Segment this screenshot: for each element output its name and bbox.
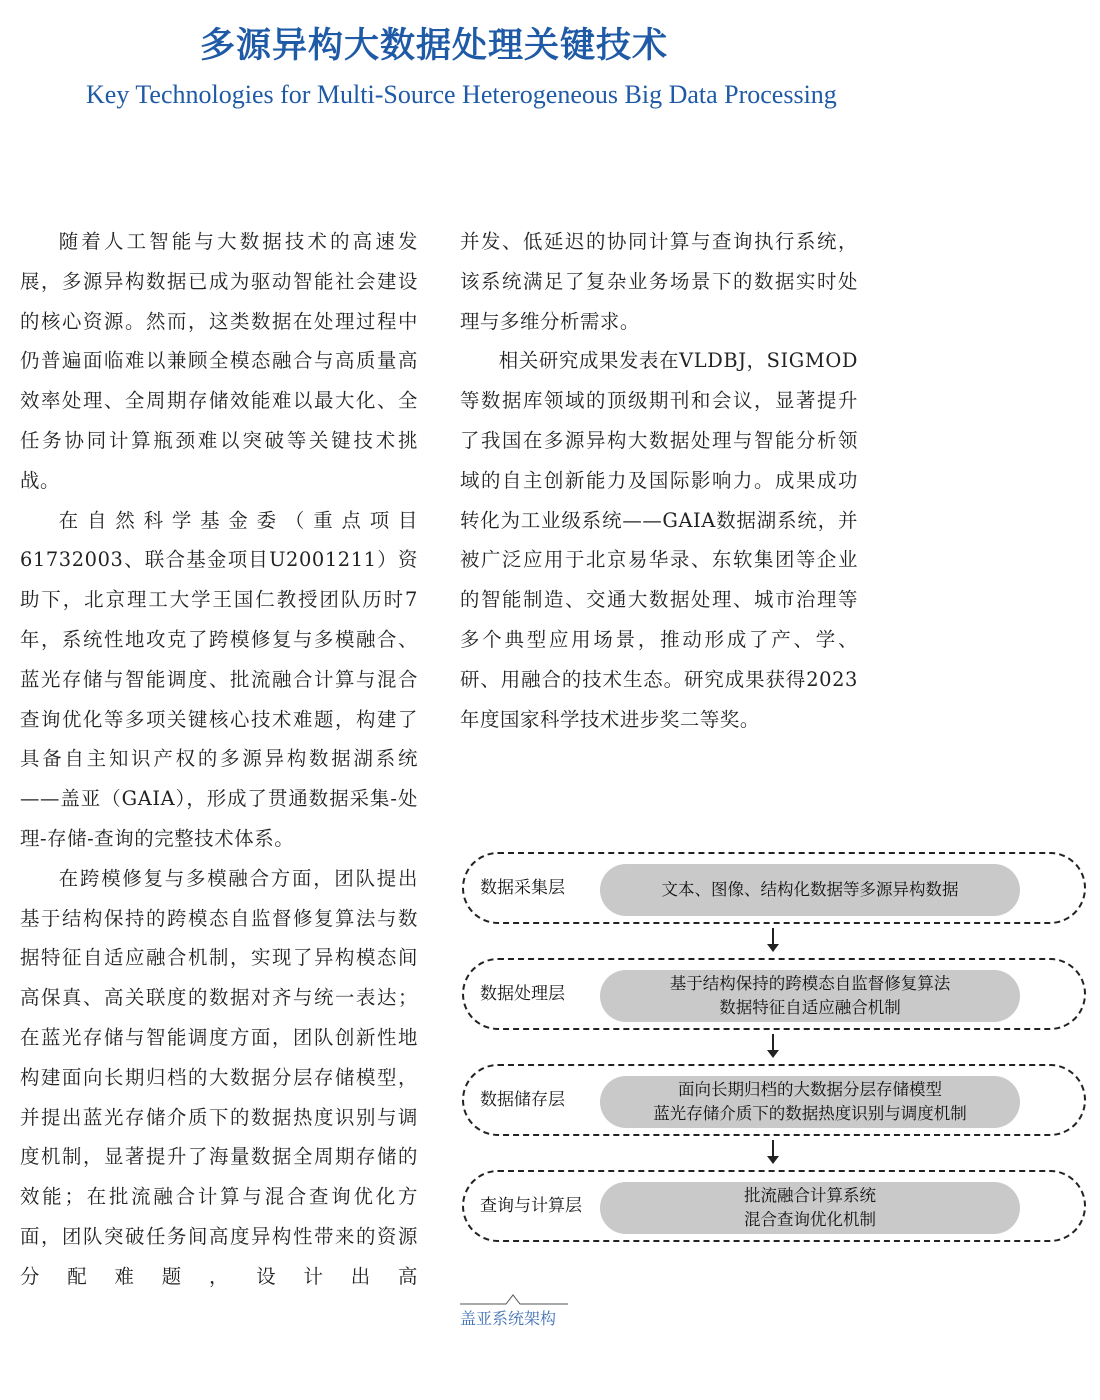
layer-label: 数据储存层: [480, 1090, 565, 1110]
layer-label: 数据处理层: [480, 984, 565, 1004]
layer-content: [600, 1076, 1020, 1128]
paragraph: 在跨模修复与多模融合方面，团队提出基于结构保持的跨模态自监督修复算法与数据特征自适应融合机制，实现了异构模态间高保真、高关联度的数据对齐与统一表达；在蓝光存储与智能调度方面，团队创新性地构建面向长期归档的大数据分层存储模型，并提出蓝光存储介质下的数据热度识别与调度机制，显著提升了海量数据全周期存储的效能；在批流融合计算与混合查询优化方面，团队突破任务间高度异构性带来的资源分配难题，设计出高: [20, 866, 418, 1288]
layer-content: [600, 1182, 1020, 1234]
paragraph: 相关研究成果发表在VLDBJ，SIGMOD等数据库领域的顶级期刊和会议，显著提升了我国在多源异构大数据处理与智能分析领域的自主创新能力及国际影响力。成果成功转化为工业级系统——GAIA数据湖系统，并被广泛应用于北京易华录、东软集团等企业的智能制造、交通大数据处理、城市治理等多个典型应用场景，推动形成了产、学、研、用融合的技术生态。研究成果获得2023年度国家科学技术进步奖二等奖。: [460, 349, 858, 731]
paragraph: 在自然科学基金委（重点项目61732003、联合基金项目U2001211）资助下，北京理工大学王国仁教授团队历时7年，系统性地攻克了跨模修复与多模融合、蓝光存储与智能调度、批流融合计算与混合查询优化等多项关键核心技术难题，构建了具备自主知识产权的多源异构数据湖系统——盖亚（GAIA），形成了贯通数据采集-处理-存储-查询的完整技术体系。: [20, 508, 418, 850]
down-arrow-icon: [772, 1034, 774, 1052]
layer-content-line: 文本、图像、结构化数据等多源异构数据: [661, 880, 959, 899]
page-title-en: Key Technologies for Multi-Source Heterogeneous Big Data Processing: [86, 80, 837, 109]
article-column-left: [20, 222, 418, 1297]
paragraph: 并发、低延迟的协同计算与查询执行系统，该系统满足了复杂业务场景下的数据实时处理与多维分析需求。: [460, 230, 858, 333]
article-column-right: [460, 222, 858, 739]
layer-content-line: 数据特征自适应融合机制: [719, 998, 901, 1017]
layer-label: 查询与计算层: [480, 1196, 582, 1216]
layer-data-storage: [462, 1064, 1086, 1136]
figure-caption: 盖亚系统架构: [460, 1309, 557, 1328]
layer-data-processing: [462, 958, 1086, 1030]
layer-content: [600, 970, 1020, 1022]
layer-label: 数据采集层: [480, 878, 565, 898]
layer-content-line: 面向长期归档的大数据分层存储模型: [678, 1080, 942, 1099]
layer-content: [600, 864, 1020, 916]
down-arrow-icon: [772, 1140, 774, 1158]
architecture-diagram: [462, 852, 1088, 1247]
down-arrow-icon: [772, 928, 774, 946]
layer-content-line: 基于结构保持的跨模态自监督修复算法: [669, 974, 951, 993]
layer-content-line: 蓝光存储介质下的数据热度识别与调度机制: [653, 1104, 967, 1123]
layer-query-compute: [462, 1170, 1086, 1242]
page-title-cn: 多源异构大数据处理关键技术: [200, 26, 669, 66]
layer-content-line: 批流融合计算系统: [744, 1186, 876, 1205]
layer-content-line: 混合查询优化机制: [744, 1210, 876, 1229]
paragraph: 随着人工智能与大数据技术的高速发展，多源异构数据已成为驱动智能社会建设的核心资源。然而，这类数据在处理过程中仍普遍面临难以兼顾全模态融合与高质量高效率处理、全周期存储效能难以最大化、全任务协同计算瓶颈难以突破等关键技术挑战。: [20, 230, 418, 492]
layer-data-collection: [462, 852, 1086, 924]
